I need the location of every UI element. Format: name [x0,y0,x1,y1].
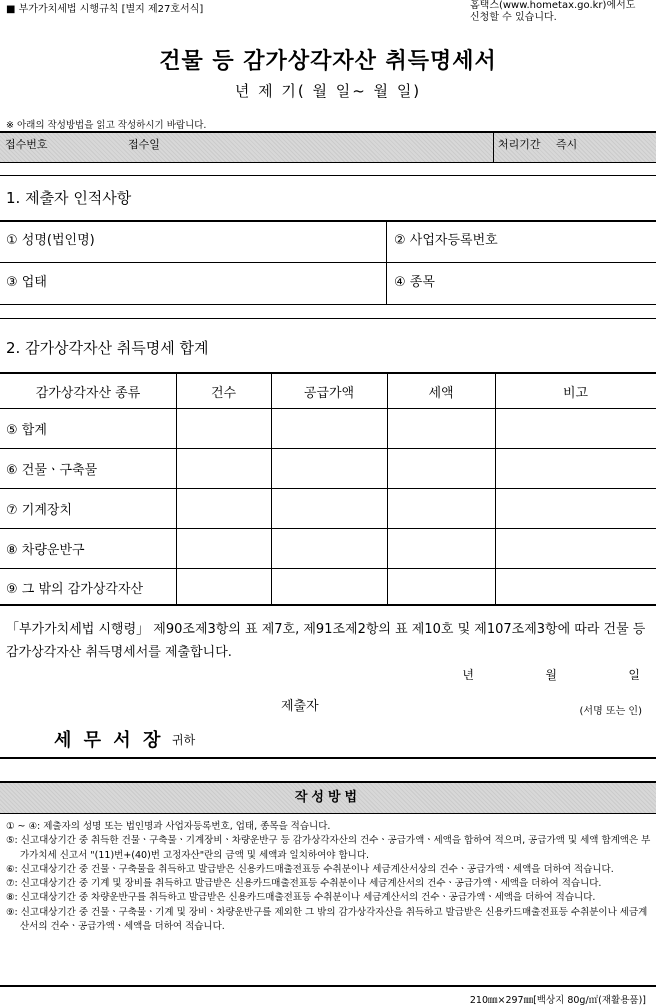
section1-title: 1. 제출자 인적사항 [6,189,132,207]
column-header-count: 건수 [210,386,237,401]
form-reference: ■ 부가가치세법 시행규칙 [별지 제27호서식] [6,4,204,15]
section2-table-bottom [0,604,656,606]
declaration-date: 년 월 일 [462,668,640,682]
online-filing-note-line1: 홈택스(www.hometax.go.kr)에서도 [470,0,636,11]
column-header-tax: 세액 [428,386,454,401]
section1-table-bottom [0,304,656,305]
receipt-date-label: 접수일 [128,138,160,151]
grid-vertical-line [387,374,388,604]
receipt-divider [493,133,494,162]
name-label: ① 성명(법인명) [6,233,95,248]
section2-title: 2. 감가상각자산 취득명세 합계 [6,339,209,357]
section2-top-rule [0,318,656,319]
processing-period-label: 처리기간 [498,138,541,151]
row-divider [0,528,656,529]
grid-vertical-line [495,374,496,604]
receipt-bar [0,131,656,163]
instructions-bottom-rule [0,985,656,987]
instruction-item: ⑦: 신고대상기간 중 기계 및 장비를 취득하고 발급받은 신용카드매출전표등 수취분이나 세금계산서의 건수ㆍ공급가액ㆍ세액을 더하여 적습니다. [6,878,602,890]
section1-row-divider [0,262,656,263]
instruction-item: ⑥: 신고대상기간 중 건물ㆍ구축물을 취득하고 발급받은 신용카드매출전표등 수취분이나 세금계산서상의 건수ㆍ공급가액ㆍ세액을 더하여 적습니다. [6,863,614,875]
signature-label: (서명 또는 인) [579,706,642,717]
row-label-other-assets: ⑨ 그 밖의 감가상각자산 [6,582,144,597]
row-label-buildings: ⑥ 건물ㆍ구축물 [6,463,98,478]
instruction-note: ※ 아래의 작성방법을 읽고 작성하시기 바랍니다. [6,120,207,131]
section1-top-rule [0,175,656,176]
grid-vertical-line [176,374,177,604]
column-header-remarks: 비고 [562,386,589,401]
online-filing-note [470,0,648,24]
instructions-list [6,820,652,934]
paper-spec-footer: 210㎜×297㎜[백상지 80g/㎡(재활용품)] [469,995,646,1006]
header-row-bottom [0,408,656,409]
processing-period-value: 즉시 [556,138,578,151]
form-title: 건물 등 감가상각자산 취득명세서 [159,49,497,74]
instruction-item: ⑤: 신고대상기간 중 취득한 건물ㆍ구축물ㆍ기계장비ㆍ차량운반구 등 감가상각자산의 건수ㆍ공급가액ㆍ세액을 합하여 적으며, 공급가액 및 세액 합계액은 부가가치세 신고서 "(11)번+(40)번 고정자산"란의 금액 및 세액과 일치하여야 합니다. [6,835,651,861]
instruction-item: ① ~ ④: 제출자의 성명 또는 법인명과 사업자등록번호, 업태, 종목을 적습니다. [6,821,331,832]
tax-office-addressee: 세 무 서 장 [54,730,164,751]
brn-label: ② 사업자등록번호 [394,233,498,248]
business-item-label: ④ 종목 [394,275,435,290]
business-type-label: ③ 업태 [6,275,47,290]
row-label-machinery: ⑦ 기계장치 [6,503,73,518]
row-divider [0,488,656,489]
column-header-supply-value: 공급가액 [303,386,355,401]
row-divider [0,448,656,449]
online-filing-note-line2: 신청할 수 있습니다. [470,12,557,23]
section1-vertical-divider [386,222,387,304]
column-header-asset-type: 감가상각자산 종류 [35,386,141,401]
reporting-period: 년 제 기( 월 일~ 월 일) [234,82,422,100]
row-divider [0,568,656,569]
instructions-title: 작성방법 [0,781,656,814]
instruction-item: ⑧: 신고대상기간 중 차량운반구를 취득하고 발급받은 신용카드매출전표등 수취분이나 세금계산서의 건수ㆍ공급가액ㆍ세액을 더하여 적습니다. [6,892,596,904]
honorific: 귀하 [172,733,196,747]
declaration-text: 「부가가치세법 시행령」 제90조제3항의 표 제7호, 제91조제2항의 표 제10호 및 제107조제3항에 따라 건물 등 감가상각자산 취득명세서를 제출합니다. [6,622,646,660]
row-label-vehicles: ⑧ 차량운반구 [6,543,85,558]
instruction-item: ⑨: 신고대상기간 중 건물ㆍ구축물ㆍ기계 및 장비ㆍ차량운반구를 제외한 그 밖의 감가상각자산을 취득하고 발급받은 신용카드매출전표등 수취분이나 세금계산서의 건수ㆍ공급가액ㆍ세액을 더하여 적습니다. [6,906,648,933]
declaration-bottom-rule [0,757,656,759]
row-label-total: ⑤ 합계 [6,423,47,438]
receipt-number-label: 접수번호 [5,138,48,151]
submitter-label: 제출자 [281,699,319,714]
section2-table-top [0,372,656,374]
section1-table-top [0,220,656,222]
grid-vertical-line [271,374,272,604]
